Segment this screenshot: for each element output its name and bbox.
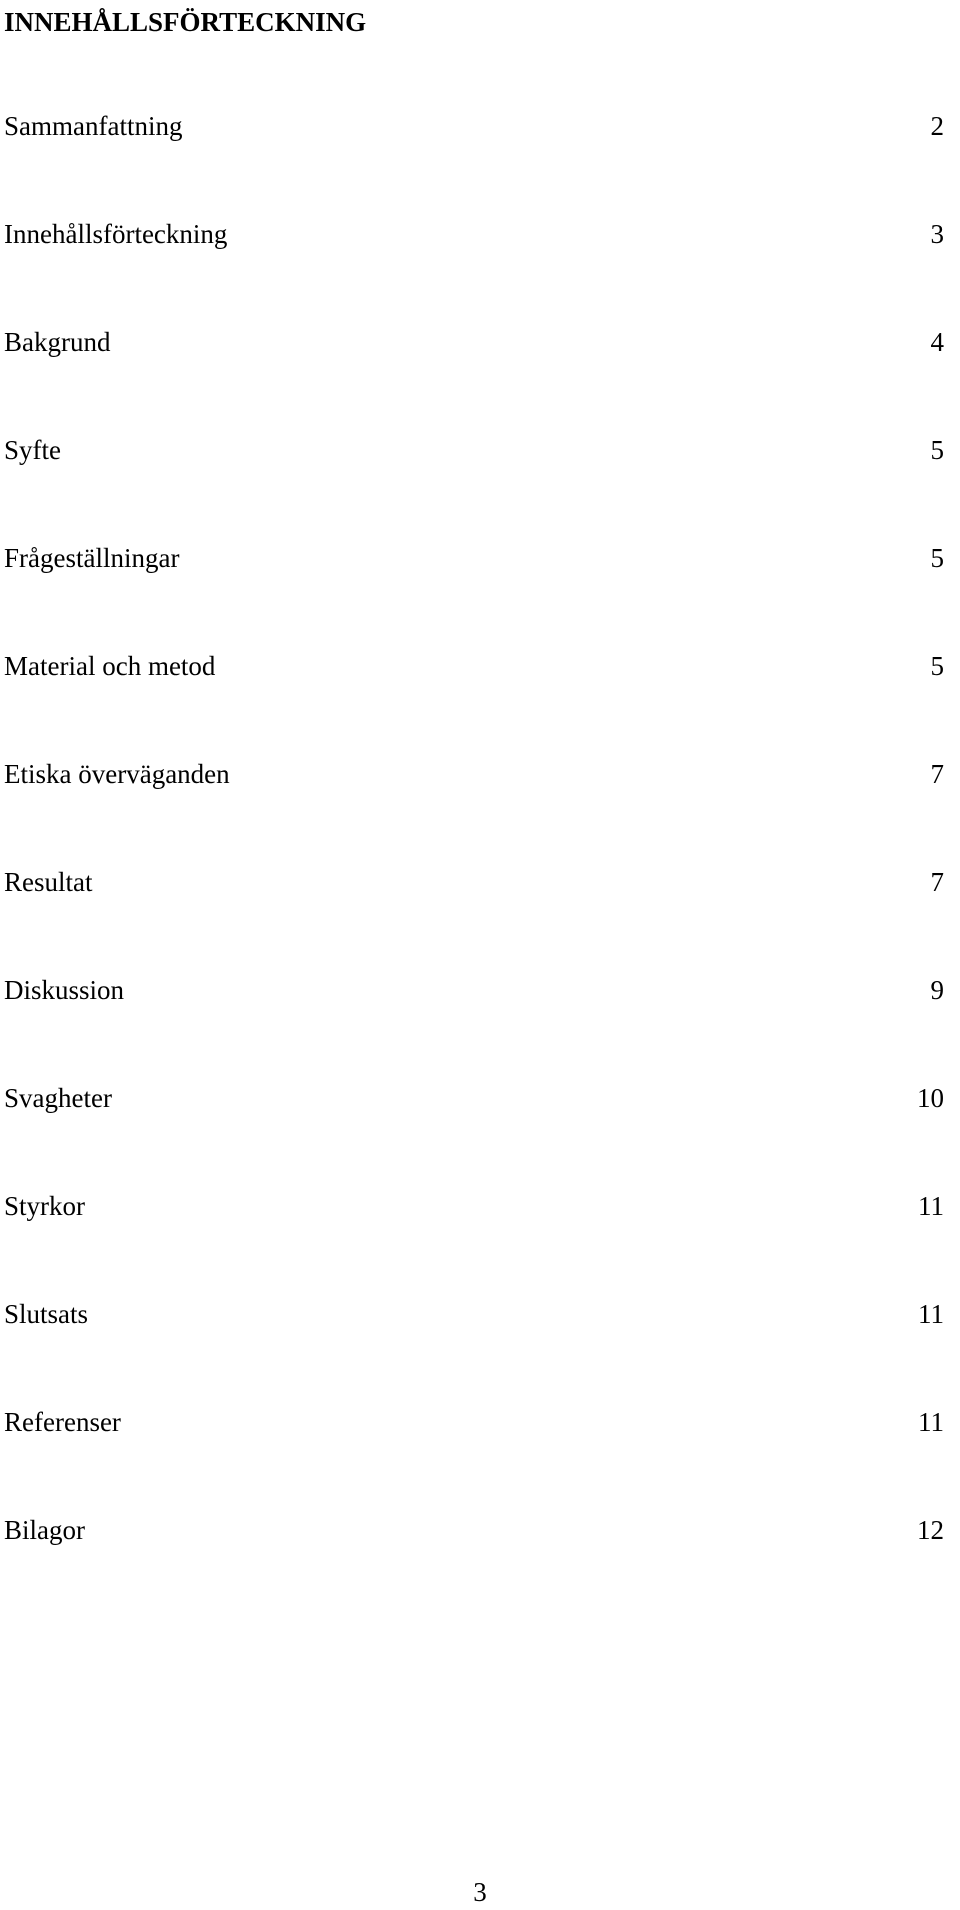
toc-entry-page: 11 [918,1407,944,1437]
toc-entry-sammanfattning [4,108,944,216]
toc-entry-label: Resultat [4,867,93,897]
toc-entry-bilagor [4,1512,944,1620]
toc-entry-material-och-metod [4,648,944,756]
toc-entry-page: 5 [930,435,944,465]
toc-entry-page: 11 [918,1299,944,1329]
toc-entry-page: 12 [917,1515,944,1545]
toc-entry-syfte [4,432,944,540]
toc-entry-label: Referenser [4,1407,121,1437]
toc-entry-label: Innehållsförteckning [4,219,228,249]
toc-entry-label: Svagheter [4,1083,112,1113]
toc-entry-label: Sammanfattning [4,111,183,141]
toc-entry-label: Material och metod [4,651,216,681]
toc-entry-svagheter [4,1080,944,1188]
toc-entry-label: Bilagor [4,1515,85,1545]
toc-entry-label: Styrkor [4,1191,85,1221]
toc-entry-label: Etiska överväganden [4,759,230,789]
toc-list [4,108,944,1620]
toc-entry-label: Diskussion [4,975,125,1005]
toc-entry-label: Bakgrund [4,327,111,357]
toc-entry-bakgrund [4,324,944,432]
toc-entry-fragestallningar [4,540,944,648]
toc-entry-etiska-overvaganden [4,756,944,864]
toc-entry-referenser [4,1404,944,1512]
toc-entry-styrkor [4,1188,944,1296]
toc-entry-diskussion [4,972,944,1080]
toc-entry-page: 10 [917,1083,944,1113]
toc-entry-label: Syfte [4,435,61,465]
toc-entry-page: 5 [930,543,944,573]
toc-entry-page: 4 [930,327,944,357]
toc-entry-page: 9 [930,975,944,1005]
toc-entry-page: 7 [930,759,944,789]
toc-entry-page: 11 [918,1191,944,1221]
toc-entry-page: 5 [930,651,944,681]
toc-entry-slutsats [4,1296,944,1404]
page-number: 3 [473,1877,487,1907]
toc-entry-label: Frågeställningar [4,543,180,573]
toc-entry-page: 2 [930,111,944,141]
toc-entry-page: 3 [930,219,944,249]
toc-entry-innehallsforteckning [4,216,944,324]
toc-entry-page: 7 [930,867,944,897]
toc-entry-resultat [4,864,944,972]
toc-entry-label: Slutsats [4,1299,89,1329]
toc-heading: INNEHÅLLSFÖRTECKNING [4,7,367,37]
